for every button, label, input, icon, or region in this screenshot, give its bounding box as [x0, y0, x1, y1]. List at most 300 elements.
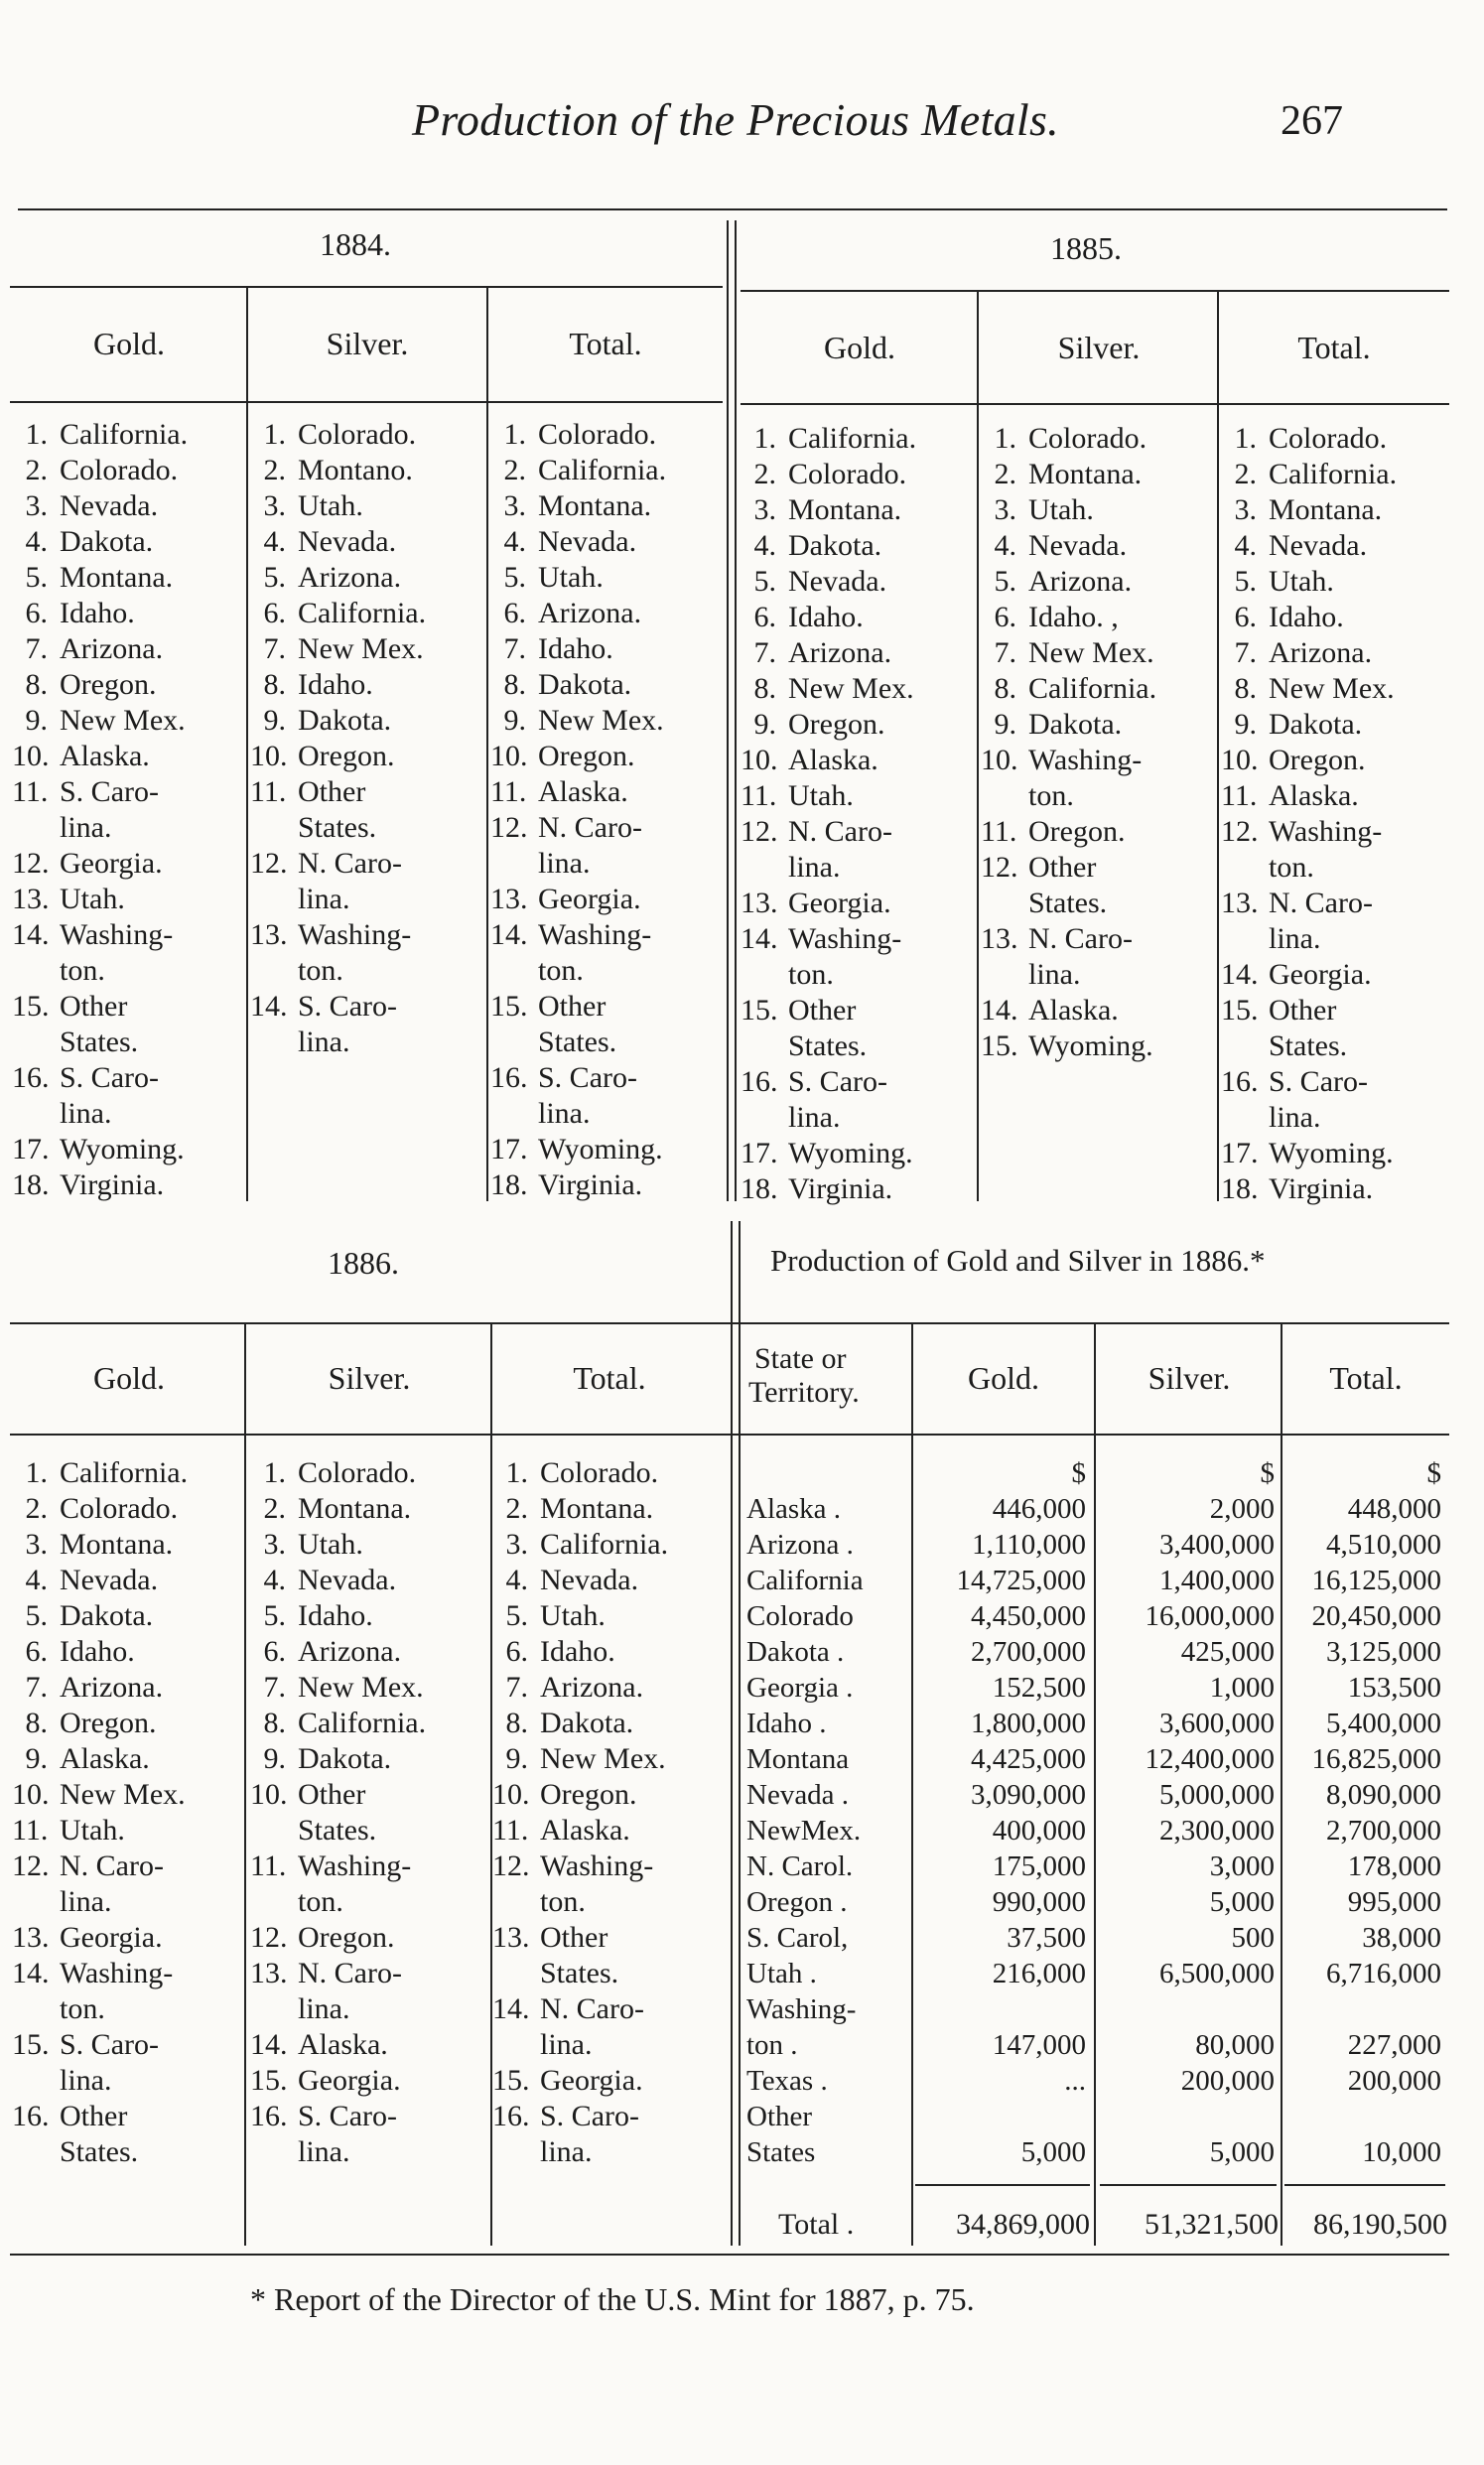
state-cell: Colorado: [746, 1600, 854, 1632]
list-1884-total: [490, 417, 666, 1203]
rank-number: 13.: [490, 883, 528, 915]
rank-number: 14.: [492, 1992, 530, 2025]
rank-state: lina.: [1269, 922, 1321, 955]
rank-number: [250, 1813, 298, 1849]
list-item: [12, 1956, 188, 1991]
rank-state: Washing-: [788, 922, 902, 955]
rank-state: Oregon.: [1028, 815, 1126, 848]
rank-state: Dakota.: [788, 529, 882, 562]
rank-state: Alaska.: [540, 1814, 630, 1847]
list-item: [492, 1920, 668, 1956]
rank-number: 5.: [505, 1599, 528, 1632]
list-item: [741, 492, 916, 528]
total-cell: $: [1426, 1457, 1441, 1489]
rank-number: [1221, 1100, 1269, 1136]
rank-state: lina.: [788, 851, 841, 884]
list-item: [12, 703, 188, 739]
rank-state: ton.: [540, 1885, 586, 1918]
rank-number: 6.: [503, 597, 526, 629]
rank-number: 2.: [1234, 458, 1257, 490]
list-item: [250, 1991, 426, 2027]
rank-number: 6.: [753, 601, 776, 633]
gold-cell: 446,000: [992, 1493, 1086, 1525]
rank-number: 18.: [1221, 1172, 1259, 1205]
table-row: [746, 2027, 1445, 2063]
rank-number: 17.: [741, 1137, 778, 1169]
bottom-rule: [10, 2254, 1449, 2256]
rank-number: 4.: [263, 1564, 286, 1596]
rank-state: Virginia.: [788, 1172, 893, 1205]
list-item: [12, 1777, 188, 1813]
rank-state: California.: [298, 597, 427, 629]
rank-state: Nevada.: [788, 565, 887, 598]
list-item: [250, 667, 426, 703]
rank-number: 3.: [25, 1528, 48, 1561]
total-silver: 51,321,500: [1145, 2208, 1279, 2241]
rank-state: Wyoming.: [60, 1133, 185, 1165]
list-item: [1221, 564, 1397, 600]
rank-state: Utah.: [1028, 493, 1094, 526]
silver-cell: 16,000,000: [1145, 1600, 1275, 1632]
table-row: [746, 1706, 1445, 1741]
rank-state: Utah.: [788, 779, 854, 812]
rank-number: 1.: [753, 422, 776, 455]
list-item: [250, 917, 426, 953]
state-cell: Nevada .: [746, 1779, 850, 1811]
list-item: [250, 453, 426, 488]
rank-number: 7.: [25, 632, 48, 665]
rank-number: [741, 850, 788, 886]
rank-state: Georgia.: [60, 1921, 163, 1954]
rank-number: 9.: [994, 708, 1016, 741]
list-item: [250, 1741, 426, 1777]
rank-state: Alaska.: [60, 1742, 150, 1775]
rank-number: 13.: [250, 918, 288, 951]
list-item: [1221, 850, 1397, 886]
list-item: [741, 1100, 916, 1136]
rank-state: California.: [538, 454, 667, 486]
rank-number: 17.: [1221, 1137, 1259, 1169]
table-row: [746, 1527, 1445, 1563]
rank-number: 15.: [12, 2028, 50, 2061]
rank-state: ton.: [1269, 851, 1314, 884]
list-item: [492, 1670, 668, 1706]
state-cell: S. Carol,: [746, 1922, 849, 1954]
rank-state: Virginia.: [538, 1168, 643, 1201]
list-item: [12, 596, 188, 631]
rank-state: Colorado.: [788, 458, 907, 490]
rank-state: Nevada.: [298, 525, 397, 558]
rank-state: Other: [1269, 994, 1337, 1027]
list-item: [492, 1849, 668, 1884]
total-cell: 995,000: [1347, 1886, 1441, 1918]
list-item: [981, 671, 1156, 707]
rank-state: lina.: [1028, 958, 1081, 991]
rank-state: ton.: [538, 954, 584, 987]
rank-state: S. Caro-: [60, 775, 159, 808]
rank-number: 7.: [263, 1671, 286, 1704]
ph-state-2: Territory.: [748, 1376, 860, 1409]
rank-number: 5.: [1234, 565, 1257, 598]
rank-state: lina.: [298, 883, 350, 915]
rank-state: Utah.: [60, 883, 125, 915]
rank-number: 6.: [25, 597, 48, 629]
rank-number: 11.: [250, 1849, 287, 1882]
rank-number: 13.: [1221, 887, 1259, 919]
rank-number: 15.: [981, 1029, 1018, 1062]
list-item: [250, 2063, 426, 2099]
rank-state: Utah.: [60, 1814, 125, 1847]
total-cell: 20,450,000: [1311, 1600, 1441, 1632]
list-item: [1221, 1171, 1397, 1207]
list-item: [492, 1527, 668, 1563]
rank-state: States.: [1269, 1029, 1348, 1062]
rank-state: lina.: [298, 1026, 350, 1058]
list-item: [12, 1132, 188, 1167]
rank-number: 12.: [490, 811, 528, 844]
gold-cell: 3,090,000: [971, 1779, 1086, 1811]
rank-state: States.: [538, 1026, 617, 1058]
rank-state: lina.: [538, 847, 591, 880]
list-item: [12, 667, 188, 703]
gold-cell: ...: [1064, 2065, 1086, 2097]
rank-state: Alaska.: [538, 775, 628, 808]
list-item: [250, 739, 426, 774]
rank-state: Other: [540, 1921, 608, 1954]
list-item: [490, 560, 666, 596]
rank-number: 14.: [490, 918, 528, 951]
h1886-silver: Silver.: [328, 1360, 411, 1396]
rank-number: 8.: [263, 668, 286, 701]
rank-state: States.: [298, 1814, 377, 1847]
rank-state: California.: [788, 422, 917, 455]
vrule-bottom-mid-b: [739, 1221, 741, 2246]
rank-state: N. Caro-: [1269, 887, 1373, 919]
list-item: [490, 917, 666, 953]
rank-number: 13.: [981, 922, 1018, 955]
rank-number: [250, 882, 298, 917]
list-item: [981, 957, 1156, 993]
total-cell: 178,000: [1347, 1850, 1441, 1882]
list-item: [12, 1706, 188, 1741]
rank-state: Other: [788, 994, 857, 1027]
rank-number: 3.: [753, 493, 776, 526]
table-row: [746, 1777, 1445, 1813]
list-item: [492, 1991, 668, 2027]
rank-number: 1.: [1234, 422, 1257, 455]
rank-state: Nevada.: [60, 1564, 159, 1596]
list-item: [492, 2027, 668, 2063]
total-cell: 153,500: [1347, 1672, 1441, 1704]
rank-number: [250, 810, 298, 846]
rank-state: Nevada.: [1028, 529, 1128, 562]
rank-number: 8.: [505, 1707, 528, 1739]
list-item: [1221, 635, 1397, 671]
rank-state: States.: [60, 1026, 139, 1058]
rank-number: [741, 957, 788, 993]
rank-state: Utah.: [538, 561, 604, 594]
rank-state: Washing-: [1269, 815, 1383, 848]
state-cell: Idaho .: [746, 1708, 827, 1739]
rank-number: 10.: [741, 744, 778, 776]
table-row: [746, 1563, 1445, 1598]
silver-cell: 2,000: [1209, 1493, 1275, 1525]
list-item: [12, 774, 188, 810]
list-item: [741, 1028, 916, 1064]
list-item: [981, 778, 1156, 814]
rank-state: S. Caro-: [60, 1061, 159, 1094]
list-1886-total: [492, 1455, 668, 2170]
rank-number: 2.: [505, 1492, 528, 1525]
rank-state: N. Caro-: [298, 1957, 402, 1989]
production-title: Production of Gold and Silver in 1886.*: [770, 1243, 1266, 1278]
rank-number: 12.: [1221, 815, 1259, 848]
list-item: [741, 421, 916, 457]
rank-state: Alaska.: [60, 740, 150, 772]
rank-state: lina.: [538, 1097, 591, 1130]
rank-number: 10.: [250, 740, 288, 772]
silver-cell: 3,400,000: [1159, 1529, 1275, 1561]
list-item: [741, 1171, 916, 1207]
rank-state: Oregon.: [788, 708, 885, 741]
rank-number: 2.: [263, 454, 286, 486]
rank-number: 15.: [492, 2064, 530, 2097]
rank-number: 13.: [12, 883, 50, 915]
rank-state: Oregon.: [60, 668, 157, 701]
list-item: [250, 524, 426, 560]
list-item: [1221, 707, 1397, 743]
total-cell: 6,716,000: [1326, 1958, 1441, 1989]
rule-1886-heads: [10, 1434, 1449, 1436]
list-item: [741, 671, 916, 707]
rank-state: lina.: [60, 2064, 112, 2097]
rank-state: Other: [1028, 851, 1097, 884]
vrule-1884-b: [486, 288, 488, 1201]
list-item: [250, 596, 426, 631]
list-item: [250, 1956, 426, 1991]
rank-state: N. Caro-: [788, 815, 892, 848]
rank-number: 8.: [753, 672, 776, 705]
rank-state: Wyoming.: [1269, 1137, 1394, 1169]
rank-number: 14.: [741, 922, 778, 955]
list-item: [12, 1167, 188, 1203]
table-row: [746, 1991, 1445, 2027]
rank-number: 12.: [12, 1849, 50, 1882]
rank-state: S. Caro-: [60, 2028, 159, 2061]
rank-number: 7.: [1234, 636, 1257, 669]
list-item: [1221, 993, 1397, 1028]
gold-cell: 2,700,000: [971, 1636, 1086, 1668]
table-row: [746, 2099, 1445, 2134]
list-item: [490, 667, 666, 703]
silver-cell: 3,000: [1209, 1850, 1275, 1882]
rank-state: S. Caro-: [298, 990, 397, 1023]
rank-state: ton.: [298, 1885, 343, 1918]
h1884-gold: Gold.: [93, 326, 165, 361]
list-item: [490, 774, 666, 810]
rank-state: States.: [60, 2135, 139, 2168]
rank-number: 6.: [1234, 601, 1257, 633]
rank-state: Other: [60, 990, 128, 1023]
state-cell: Alaska .: [746, 1493, 842, 1525]
rank-state: Wyoming.: [788, 1137, 913, 1169]
rank-state: Dakota.: [298, 704, 392, 737]
table-row: [746, 2063, 1445, 2099]
h1885-gold: Gold.: [824, 330, 895, 365]
rank-state: Other: [298, 775, 366, 808]
silver-cell: 425,000: [1180, 1636, 1275, 1668]
list-item: [12, 1884, 188, 1920]
list-item: [250, 989, 426, 1025]
rank-state: Washing-: [540, 1849, 654, 1882]
list-1885-silver: [981, 421, 1156, 1064]
rank-number: 9.: [753, 708, 776, 741]
rank-state: Utah.: [1269, 565, 1334, 598]
rank-number: [12, 953, 60, 989]
rank-state: California.: [60, 418, 189, 451]
state-cell: California: [746, 1565, 864, 1596]
list-item: [1221, 421, 1397, 457]
list-item: [490, 882, 666, 917]
rank-number: 9.: [25, 1742, 48, 1775]
list-item: [741, 993, 916, 1028]
rank-state: Arizona.: [1028, 565, 1133, 598]
rank-number: 4.: [263, 525, 286, 558]
list-item: [250, 1634, 426, 1670]
total-cell: 5,400,000: [1326, 1708, 1441, 1739]
gold-cell: 1,800,000: [971, 1708, 1086, 1739]
gold-cell: 14,725,000: [956, 1565, 1086, 1596]
rank-state: Virginia.: [60, 1168, 165, 1201]
silver-cell: 12,400,000: [1145, 1743, 1275, 1775]
list-item: [12, 917, 188, 953]
rank-state: Utah.: [298, 1528, 363, 1561]
table-row: [746, 1491, 1445, 1527]
rank-number: [12, 1991, 60, 2027]
rank-number: [490, 953, 538, 989]
list-item: [490, 810, 666, 846]
rank-number: 4.: [503, 525, 526, 558]
rank-state: Other: [538, 990, 607, 1023]
rank-state: Montano.: [298, 454, 413, 486]
list-item: [981, 707, 1156, 743]
total-cell: 16,125,000: [1311, 1565, 1441, 1596]
state-cell: States: [746, 2136, 816, 2168]
rank-state: Oregon.: [298, 740, 395, 772]
rank-state: States.: [298, 811, 377, 844]
rank-state: S. Caro-: [1269, 1065, 1368, 1098]
rank-number: 15.: [12, 990, 50, 1023]
rank-state: Arizona.: [540, 1671, 644, 1704]
vrule-1885-b: [1217, 292, 1219, 1201]
ph-state-1: State or: [754, 1342, 847, 1375]
list-item: [981, 635, 1156, 671]
rule-1884-heads: [10, 401, 723, 403]
year-1885-heading: 1885.: [1050, 230, 1122, 266]
total-cell: 10,000: [1362, 2136, 1441, 2168]
list-item: [250, 560, 426, 596]
rank-state: lina.: [788, 1101, 841, 1134]
vrule-bottom-mid-a: [731, 1221, 733, 2246]
rank-state: Colorado.: [538, 418, 657, 451]
rank-state: Alaska.: [788, 744, 878, 776]
rank-number: [490, 1096, 538, 1132]
rank-number: 4.: [25, 525, 48, 558]
rank-number: 6.: [994, 601, 1016, 633]
list-item: [12, 524, 188, 560]
rank-state: States.: [1028, 887, 1108, 919]
rank-number: [250, 1884, 298, 1920]
list-item: [250, 1670, 426, 1706]
list-item: [490, 1167, 666, 1203]
footnote: * Report of the Director of the U.S. Mint for 1887, p. 75.: [250, 2281, 975, 2317]
rank-number: [981, 957, 1028, 993]
gold-cell: 175,000: [992, 1850, 1086, 1882]
list-item: [741, 528, 916, 564]
list-item: [1221, 528, 1397, 564]
list-item: [490, 596, 666, 631]
silver-cell: 80,000: [1195, 2029, 1275, 2061]
rank-state: Washing-: [60, 1957, 174, 1989]
rank-state: California.: [540, 1528, 669, 1561]
rank-number: 16.: [12, 2100, 50, 2132]
rank-number: 9.: [505, 1742, 528, 1775]
table-row: [746, 1813, 1445, 1849]
rank-state: ton.: [298, 954, 343, 987]
rank-state: S. Caro-: [788, 1065, 887, 1098]
list-item: [12, 560, 188, 596]
rank-number: 5.: [25, 561, 48, 594]
rank-number: 12.: [250, 847, 288, 880]
rank-state: Colorado.: [1269, 422, 1388, 455]
rank-state: lina.: [60, 1097, 112, 1130]
list-1885-total: [1221, 421, 1397, 1207]
rank-number: 18.: [12, 1168, 50, 1201]
rank-state: Arizona.: [60, 1671, 164, 1704]
rank-state: Nevada.: [540, 1564, 639, 1596]
rank-number: 11.: [1221, 779, 1258, 812]
list-item: [1221, 457, 1397, 492]
rank-state: lina.: [540, 2028, 593, 2061]
rank-state: Arizona.: [60, 632, 164, 665]
rank-state: New Mex.: [538, 704, 664, 737]
list-item: [250, 846, 426, 882]
rank-state: Other: [60, 2100, 128, 2132]
list-item: [492, 1455, 668, 1491]
table-row: [746, 1670, 1445, 1706]
rank-number: 5.: [263, 561, 286, 594]
gold-cell: 216,000: [992, 1958, 1086, 1989]
rank-number: [490, 1025, 538, 1060]
table-row: [746, 1634, 1445, 1670]
list-item: [741, 957, 916, 993]
rank-number: [492, 2027, 540, 2063]
rule-total-total: [1284, 2184, 1445, 2186]
rank-number: 3.: [263, 489, 286, 522]
rank-state: N. Caro-: [1028, 922, 1133, 955]
list-item: [12, 2134, 188, 2170]
list-item: [12, 631, 188, 667]
silver-cell: $: [1260, 1457, 1275, 1489]
gold-cell: 5,000: [1020, 2136, 1086, 2168]
rank-state: Idaho.: [1269, 601, 1344, 633]
rank-number: 7.: [994, 636, 1016, 669]
list-item: [741, 921, 916, 957]
list-item: [1221, 778, 1397, 814]
rank-state: Alaska.: [1028, 994, 1119, 1027]
rank-state: Montana.: [1028, 458, 1143, 490]
rank-number: [12, 2134, 60, 2170]
